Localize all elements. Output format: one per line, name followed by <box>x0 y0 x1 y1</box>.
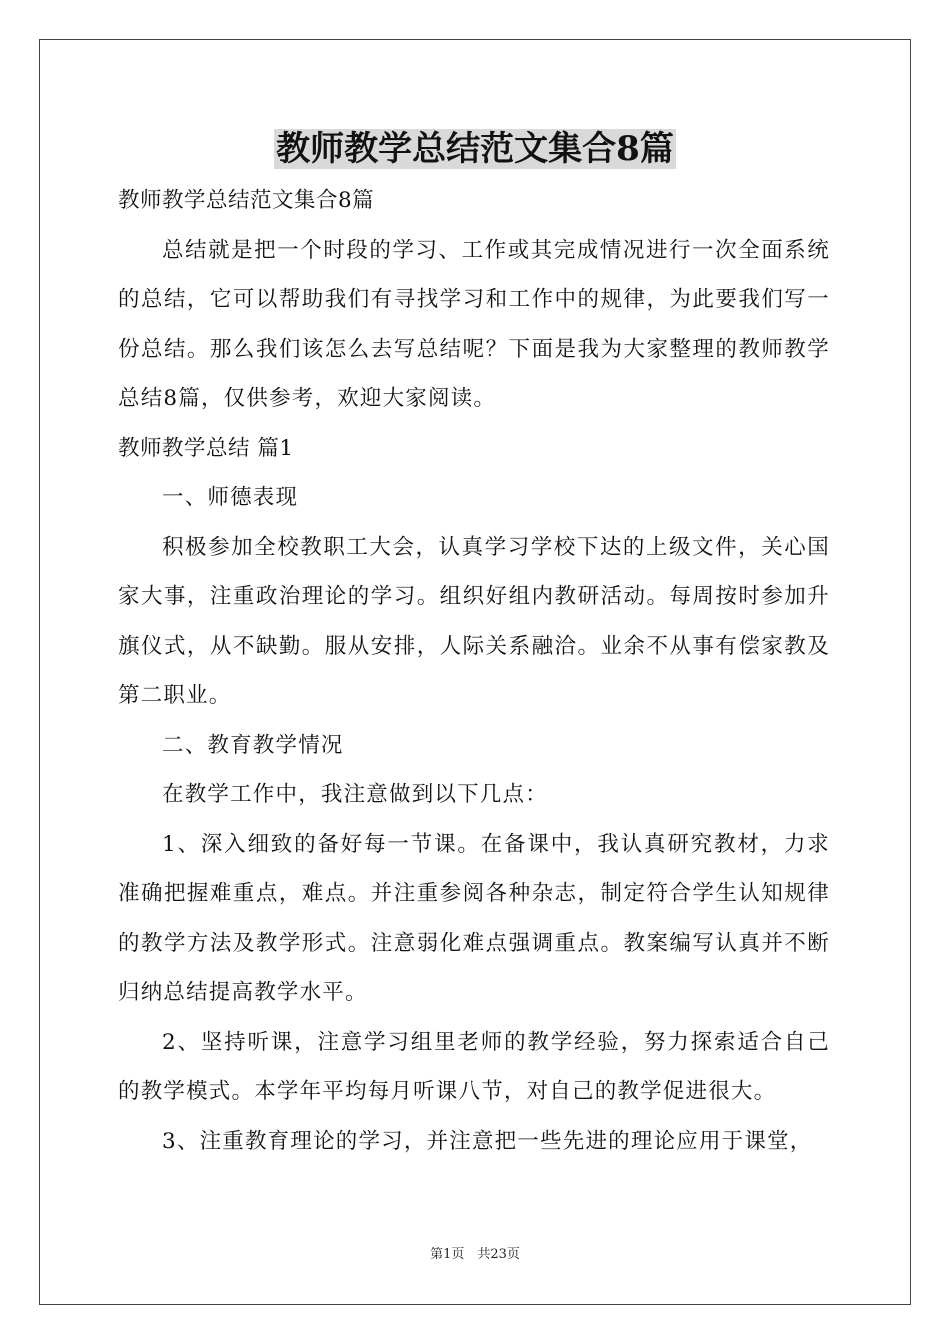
part-heading-morality: 一、师德表现 <box>162 485 299 510</box>
document-title <box>0 126 950 172</box>
document-subtitle: 教师教学总结范文集合8篇 <box>118 188 375 213</box>
document-body <box>118 176 830 1166</box>
teaching-item-2: 2、坚持听课，注意学习组里老师的教学经验，努力探索适合自己的教学模式。本学年平均每月听课八节，对自己的教学促进很大。 <box>118 1029 830 1104</box>
teaching-item-1: 1、深入细致的备好每一节课。在备课中，我认真研究教材，力求准确把握难重点，难点。并注重参阅各种杂志，制定符合学生认知规律的教学方法及教学形式。注意弱化难点强调重点。教案编写认真并不断归纳总结提高教学水平。 <box>118 831 830 1005</box>
morality-paragraph: 积极参加全校教职工大会，认真学习学校下达的上级文件，关心国家大事，注重政治理论的学习。组织好组内教研活动。每周按时参加升旗仪式，从不缺勤。服从安排，人际关系融洽。业余不从事有偿家教及第二职业。 <box>118 534 830 708</box>
intro-paragraph: 总结就是把一个时段的学习、工作或其完成情况进行一次全面系统的总结，它可以帮助我们有寻找学习和工作中的规律，为此要我们写一份总结。那么我们该怎么去写总结呢？下面是我为大家整理的教师教学总结8篇，仅供参考，欢迎大家阅读。 <box>118 237 830 411</box>
document-title-text: 教师教学总结范文集合8篇 <box>276 129 674 169</box>
section-heading: 教师教学总结 篇1 <box>118 435 294 461</box>
teaching-intro: 在教学工作中，我注意做到以下几点： <box>162 782 548 807</box>
part-heading-teaching: 二、教育教学情况 <box>162 732 344 758</box>
page-footer: 第1页 共23页 <box>430 1247 520 1262</box>
teaching-item-3: 3、注重教育理论的学习，并注意把一些先进的理论应用于课堂， <box>162 1128 813 1154</box>
